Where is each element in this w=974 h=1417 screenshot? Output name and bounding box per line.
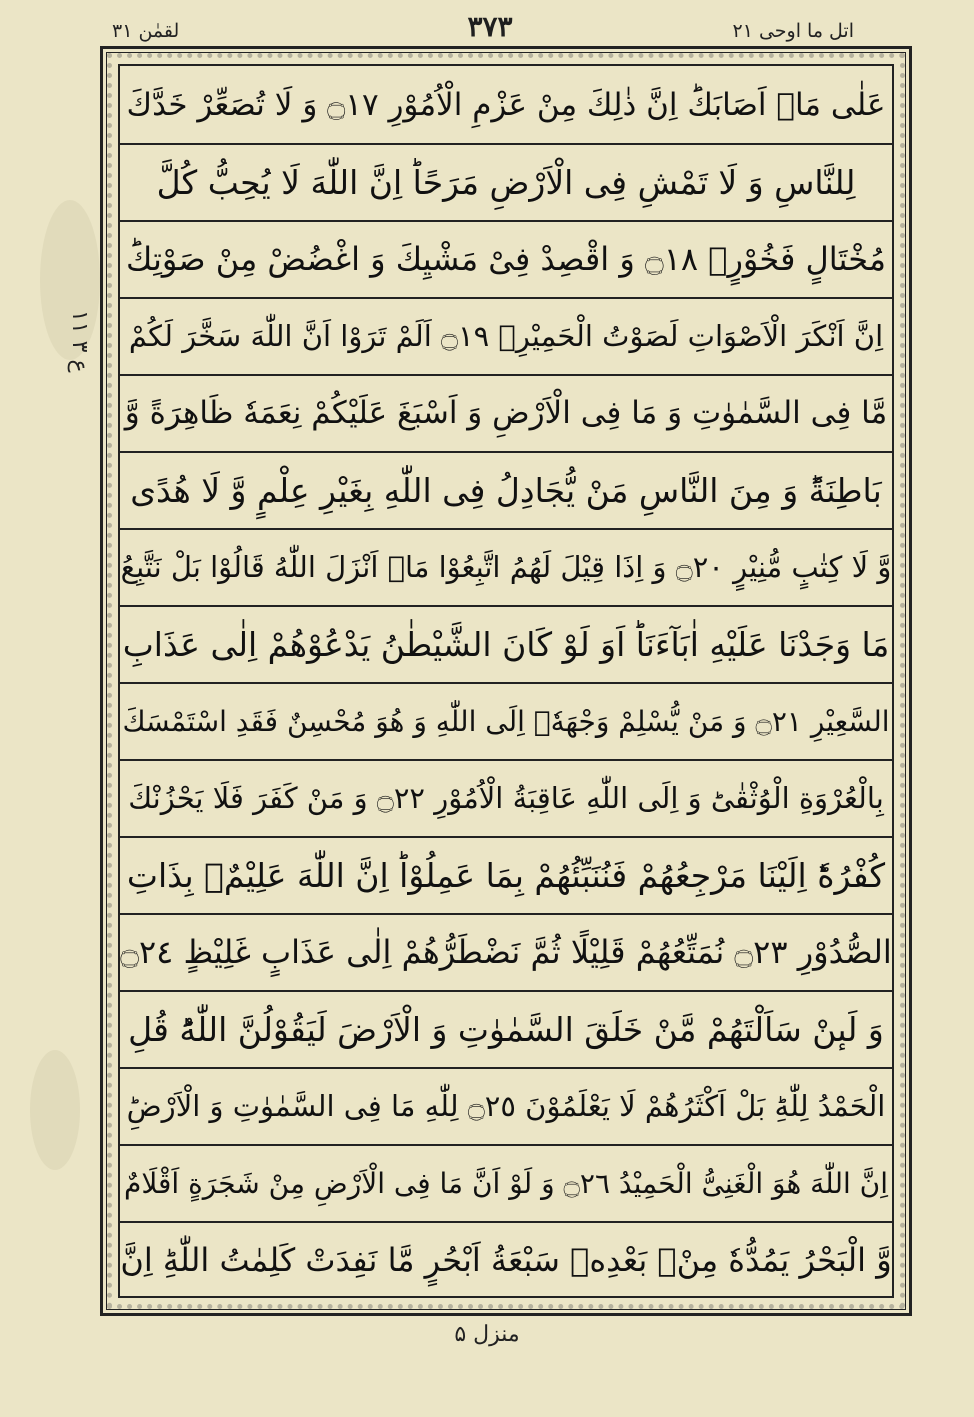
text-line: وَّ الْبَحْرُ یَمُدُّهٗ مِنْۢ بَعْدِهٖ سَبْعَةُ اَبْحُرٍ مَّا نَفِدَتْ كَلِمٰتُ اللّٰهِؕ اِنَّ <box>120 1241 892 1279</box>
text-line: بِالْعُرْوَةِ الْوُثْقٰىؕ وَ اِلَى اللّٰهِ عَاقِبَةُ الْاُمُوْرِ ۝٢٢ وَ مَنْ كَفَرَ فَلَا یَحْزُنْكَ <box>120 759 892 838</box>
text-block <box>120 66 892 1296</box>
text-line: الصُّدُوْرِ ۝٢٣ نُمَتِّعُهُمْ قَلِیْلًا ثُمَّ نَضْطَرُّهُمْ اِلٰى عَذَابٍ غَلِیْظٍ ۝٢٤ <box>120 913 892 992</box>
page-header <box>0 8 974 48</box>
text-line: وَّ لَا كِتٰبٍ مُّنِیْرٍ ۝٢٠ وَ اِذَا قِیْلَ لَهُمُ اتَّبِعُوْا مَاۤ اَنْزَلَ اللّٰهُ قَالُوْا بَلْ نَتَّبِعُ <box>120 528 892 607</box>
text-line: اِنَّ اللّٰهَ هُوَ الْغَنِیُّ الْحَمِیْدُ ۝٢٦ وَ لَوْ اَنَّ مَا فِی الْاَرْضِ مِنْ شَجَرَةٍ اَقْلَامٌ <box>120 1144 892 1223</box>
juz-name: اتل ما اوحی ۲۱ <box>732 20 854 42</box>
text-line: مَّا فِی السَّمٰوٰتِ وَ مَا فِی الْاَرْضِ وَ اَسْبَغَ عَلَیْكُمْ نِعَمَهٗ ظَاهِرَةً وَّ <box>120 374 892 453</box>
text-line: السَّعِیْرِ ۝٢١ وَ مَنْ یُّسْلِمْ وَجْهَهٗۤ اِلَى اللّٰهِ وَ هُوَ مُحْسِنٌ فَقَدِ اسْتَمْسَكَ <box>120 682 892 761</box>
text-line: بَاطِنَةًؕ وَ مِنَ النَّاسِ مَنْ یُّجَادِلُ فِی اللّٰهِ بِغَیْرِ عِلْمٍ وَّ لَا هُدًى <box>120 451 892 530</box>
text-line: اِنَّ اَنْكَرَ الْاَصْوَاتِ لَصَوْتُ الْحَمِیْرِ۠ ۝١٩ اَلَمْ تَرَوْا اَنَّ اللّٰهَ سَخَّرَ لَكُمْ <box>120 297 892 376</box>
text-line: عَلٰى مَاۤ اَصَابَكَؕ اِنَّ ذٰلِكَ مِنْ عَزْمِ الْاُمُوْرِ ۝١٧ وَ لَا تُصَعِّرْ خَدَّكَ <box>120 66 892 145</box>
ruku-marker: ع ۳ ۱۱ <box>67 310 92 373</box>
text-line: لِلنَّاسِ وَ لَا تَمْشِ فِی الْاَرْضِ مَرَحًاؕ اِنَّ اللّٰهَ لَا یُحِبُّ كُلَّ <box>120 143 892 222</box>
manzil-marker: منزل ۵ <box>454 1322 520 1347</box>
page-stain <box>30 1050 80 1170</box>
text-line: كُفْرُهٗؕ اِلَیْنَا مَرْجِعُهُمْ فَنُنَبِّئُهُمْ بِمَا عَمِلُوْاؕ اِنَّ اللّٰهَ عَلِیْمٌۢ بِذَاتِ <box>120 836 892 915</box>
page-number: ۳۷۳ <box>467 10 513 43</box>
text-line: مَا وَجَدْنَا عَلَیْهِ اٰبَآءَنَاؕ اَوَ لَوْ كَانَ الشَّیْطٰنُ یَدْعُوْهُمْ اِلٰى عَذَابِ <box>120 605 892 684</box>
text-line: مُخْتَالٍ فَخُوْرٍۚ ۝١٨ وَ اقْصِدْ فِیْ مَشْیِكَ وَ اغْضُضْ مِنْ صَوْتِكَؕ <box>120 220 892 299</box>
surah-name: لقمٰن ۳۱ <box>112 20 180 42</box>
text-line: وَ لَىٕنْ سَاَلْتَهُمْ مَّنْ خَلَقَ السَّمٰوٰتِ وَ الْاَرْضَ لَیَقُوْلُنَّ اللّٰهُؕ قُلِ <box>120 990 892 1069</box>
text-line: الْحَمْدُ لِلّٰهِؕ بَلْ اَكْثَرُهُمْ لَا یَعْلَمُوْنَ ۝٢٥ لِلّٰهِ مَا فِی السَّمٰوٰتِ وَ الْاَرْضِؕ <box>120 1067 892 1146</box>
